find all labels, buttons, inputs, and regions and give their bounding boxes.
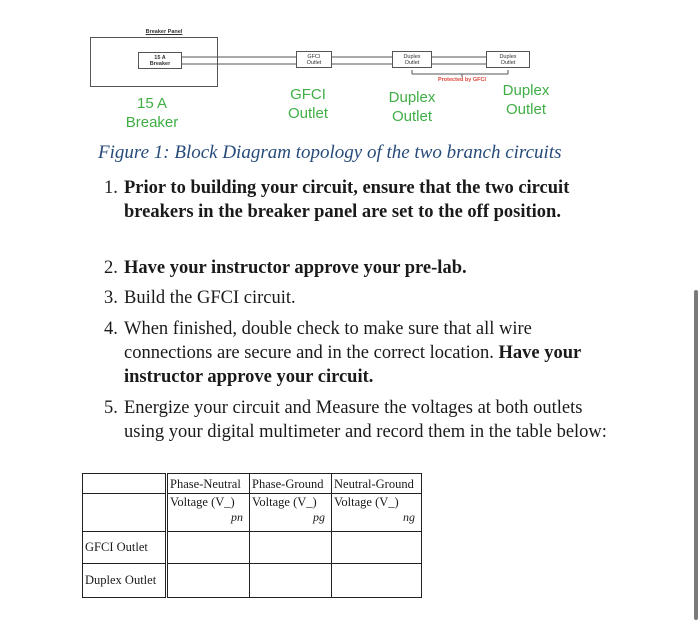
label-gfci-outlet: GFCI Outlet	[287, 86, 329, 122]
step-text: When finished, double check to make sure that all wire connections are secure and in the correct location.	[124, 319, 532, 363]
step-bold-text: Have your instructor approve your circuit.	[124, 343, 581, 387]
row-label-duplex: Duplex Outlet	[83, 564, 167, 598]
voltage-measurement-table	[82, 473, 422, 598]
label-15a-breaker: 15 A Breaker	[125, 95, 179, 131]
table-corner-cell	[83, 474, 167, 494]
step-number: 3.	[104, 288, 118, 308]
step-text: Energize your circuit and Measure the voltages at both outlets using your digital multimeter and record them in the table below:	[124, 398, 607, 442]
wiring	[0, 0, 700, 90]
protected-by-gfci-label: Protected by GFCI	[438, 77, 486, 83]
header-neutral-ground: Neutral-Ground	[332, 474, 422, 494]
step-text: Build the GFCI circuit.	[124, 288, 296, 308]
table-corner-cell	[83, 494, 167, 532]
breaker-panel-title: Breaker Panel	[145, 29, 183, 35]
header-phase-neutral-unit: Voltage (V_) pn	[167, 494, 250, 532]
table-subheader-row	[83, 494, 422, 532]
duplex-outlet-box-2: Duplex Outlet	[486, 51, 530, 68]
step-number: 5.	[104, 398, 118, 418]
figure-caption: Figure 1: Block Diagram topology of the two branch circuits	[98, 142, 562, 163]
gfci-ng-value-cell[interactable]	[332, 532, 422, 564]
header-neutral-ground-unit: Voltage (V_) ng	[332, 494, 422, 532]
step-number: 2.	[104, 258, 118, 278]
header-phase-neutral: Phase-Neutral	[167, 474, 250, 494]
header-phase-ground: Phase-Ground	[250, 474, 332, 494]
breaker-box: 15 A Breaker	[138, 52, 182, 69]
duplex-pg-value-cell[interactable]	[250, 564, 332, 598]
table-header-row	[83, 474, 422, 494]
step-bold-text: Have your instructor approve your pre-lab.	[124, 258, 467, 278]
gfci-pn-value-cell[interactable]	[167, 532, 250, 564]
step-number: 1.	[104, 178, 118, 198]
gfci-outlet-box: GFCI Outlet	[296, 51, 332, 68]
label-duplex-outlet-2: Duplex Outlet	[502, 82, 550, 118]
header-phase-ground-unit: Voltage (V_) pg	[250, 494, 332, 532]
label-duplex-outlet-1: Duplex Outlet	[388, 89, 436, 125]
row-label-gfci: GFCI Outlet	[83, 532, 167, 564]
duplex-pn-value-cell[interactable]	[167, 564, 250, 598]
duplex-outlet-box-1: Duplex Outlet	[392, 51, 432, 68]
step-number: 4.	[104, 319, 118, 339]
table-row	[83, 564, 422, 598]
step-bold-text: Prior to building your circuit, ensure that the two circuit breakers in the breaker panel are set to the off position.	[124, 178, 570, 222]
duplex-ng-value-cell[interactable]	[332, 564, 422, 598]
gfci-pg-value-cell[interactable]	[250, 532, 332, 564]
table-row	[83, 532, 422, 564]
vertical-scrollbar[interactable]	[694, 290, 698, 620]
